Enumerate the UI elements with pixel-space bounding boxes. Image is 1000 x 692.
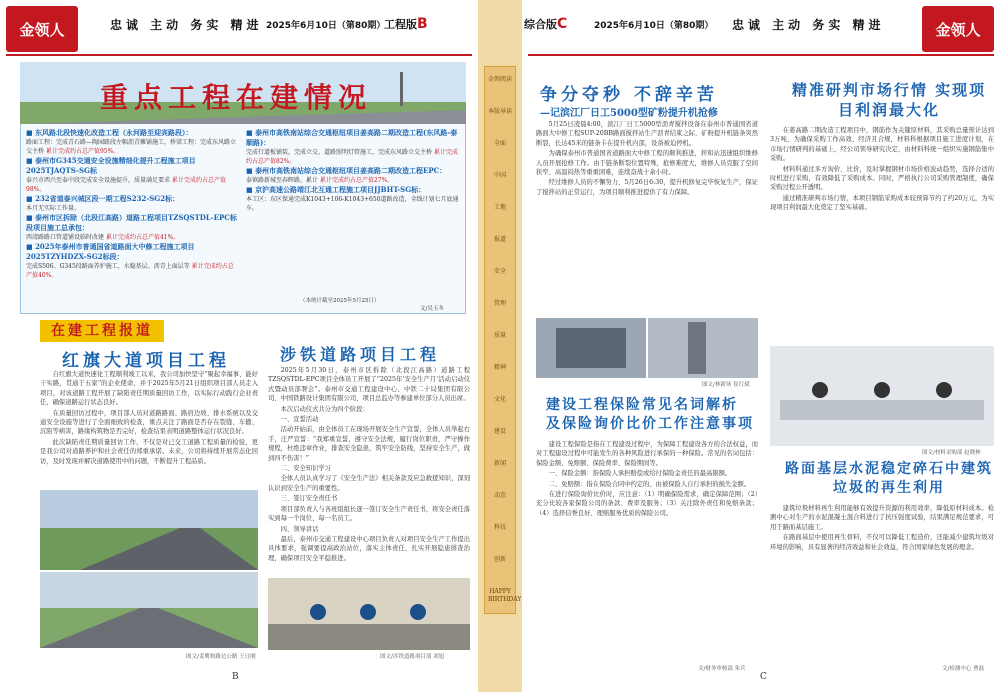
middle-strip-item: 精神 [493, 364, 506, 371]
r-article1-photo-1 [536, 318, 646, 378]
feature-item: ■ 东风路北段快速化改造工程（永河路至迎宾路段）： 路面工程：完成青石路—陶园路段左幅沥青摊铺施工，桥梁工程：完成东风路立交主桥 累计完成约占总产值95%。 [26, 128, 237, 155]
middle-strip-item: 动态 [493, 492, 506, 499]
feature-item: ■ 泰州市区拆除（北段江高路）道路工程项目TZSQSTDL-EPC标段项目施工总承包： 西湾路路口管道铺设临时改建 累计完成约占总产值41%。 [26, 213, 237, 241]
middle-strip-item: 科技 [493, 524, 506, 531]
article1-photo-top [40, 490, 258, 570]
article1-title: 红旗大道项目工程 [62, 351, 230, 371]
middle-strip-item: 金领阅读 [488, 76, 513, 83]
workers-photo [268, 578, 470, 650]
middle-strip-item: 本版导读 [488, 108, 513, 115]
page-number: B [232, 672, 239, 682]
r-article2-caption: 图文/材料采购部 赵晓林 [922, 450, 981, 456]
r-article4-title: 路面基层水泥稳定碎石中建筑垃圾的再生利用 [785, 461, 993, 496]
r-article3-title: 建设工程保险常见名词解析 及保险询价比价工作注意事项 [546, 397, 754, 432]
meeting-photo [770, 346, 994, 446]
equipment-photo [536, 318, 646, 378]
brand-logo: 金领人 [922, 6, 994, 52]
middle-strip-item: HAPPY BIRTHDAY [488, 588, 522, 603]
article2-photo [268, 578, 470, 650]
feature-list-right [246, 128, 460, 294]
article2-caption: 图文/涉铁道路项目部 刘旭 [380, 654, 445, 660]
r-article3-signature: 文/财务审核部 朱兵 [698, 666, 746, 672]
r-article1-caption: 图文/林新场 崔红斌 [702, 382, 750, 388]
highway-photo [40, 490, 258, 570]
article2-title: 涉铁道路项目工程 [280, 345, 441, 364]
right-header [522, 0, 1000, 58]
r-article2-body: 在姜高路二期改造工程项目中，钢筋作为关键原材料，其采购总量预计达到3万吨，为确保采购工作高效、经济且合规，材料科根据项目施工进度计划，在市场行情研判的基础上，经公司领导研究决定，由材料科统一组织实施钢筋集中采购。 材料科通过多方询价、比价，及时掌握钢材市场价格波动趋势，选择合适的时机进行采购，有效降低了采购成本。同时，严格执行公司采购管理制度，确保采购过程公开透明。 通过精准研判市场行情，本项目钢筋采购成本较预算节约了约20万元，为实现项目利润最大化奠定了坚实基础。 [770, 127, 994, 212]
middle-strip-item: 全面 [493, 140, 506, 147]
middle-strip-item: 安全 [493, 268, 506, 275]
r-article3-body: 建设工程保险是指在工程建设过程中，为保障工程建设各方的合法权益，而对工程建设过程中可能发生的各种风险进行承保的一种保险。常见的名词包括：保险金额、免赔额、保险费率、保险期间等。 一、保险金额：指保险人承担赔偿或给付保险金责任的最高限额。 二、免赔额：指在保险合同中约定的、由被保险人自行承担的损失金额。 在进行保险询价比价时，应注意：（1）明确保险需求，确定保障范围；（2）充分比较各家保险公司的条款、费率及服务；（3）关注除外责任和免赔条款；（4）选择信誉良好、理赔服务优质的保险公司。 [536, 441, 758, 517]
brand-logo: 金领人 [6, 6, 78, 52]
feature-list-left [26, 128, 238, 308]
r-article4-body: 建筑垃圾材料再生利用能够有效提升资源的利用效率，降低原材料成本。检测中心对生产的水泥混凝土混合料进行了抗压强度试验，结果满足规范要求，可用于路面基层施工。 在路面基层中使用再生骨料，不仅可以降低工程造价，还能减少建筑垃圾对环境的影响，具有显著的经济效益和社会效益，符合国家绿色发展的理念。 [770, 505, 994, 551]
feature-item: ■ 泰州市高铁南站综合交通枢纽项目姜高路二期改造工程EPC： 泰镇路新城至春晖路，累计 累计完成约占总产值27%。 [246, 166, 447, 184]
edition-name: 综合版C [524, 16, 568, 32]
middle-strip-item: 中国 [493, 172, 506, 179]
header-rule [528, 54, 994, 56]
article1-body: 自红旗大道快速化工程顺利竣工以来，我公司加快坚守“聚起幸福事、能好干实路，贯通于五家”的企业使命，并于2025年5月21日组织项目部人员走入项目，对该道路工程开展了缺陷责任期质量回访工作，以实际行动践行企业责任，确保道路运行状态良好。 在质量回访过程中，项目部人员对道路路面、路肩边坡、排水系统以及交通安全设施等进行了全面细致的检查，重点关注了路面是否存在裂缝、车辙、沉陷等病害，路缘构筑物是否完好，检查结果表明道路整体运行状况良好。 此次缺陷责任期质量回访工作，不仅是对已交工道路工程质量的检验，更是我公司对道路养护和社会责任的郑重承诺。未来，公司将持续开展常态化回访，及时发现并解决道路使用中的问题，不断提升工程品质。 [40, 371, 258, 465]
page-number: C [760, 672, 767, 682]
r-article1-subtitle: —记滨江厂日工5000型矿粉提升机抢修 [540, 108, 718, 119]
middle-strip-item: 文化 [493, 396, 506, 403]
r-article4-signature: 文/检测中心 曹磊 [942, 666, 985, 672]
middle-strip-item: 报道 [493, 236, 506, 243]
issue-date: 2025年6月10日（第80期） [594, 21, 714, 31]
feature-footnote: （本统计截至2025年5月25日） [300, 298, 380, 304]
middle-strip-item: 建设 [493, 428, 506, 435]
r-article2-photo [770, 346, 994, 446]
header-rule [6, 54, 472, 56]
r-article1-photo-2 [648, 318, 758, 378]
right-page [522, 0, 1000, 692]
middle-strip-item: 创新 [493, 556, 506, 563]
middle-strip-item: 工地 [493, 204, 506, 211]
feature-item: ■ 2025年泰州市普通国省道路面大中修工程施工项目2025TZYHDZX-SG2标段： 完成S506、G345段路面养护施工，水稳基层、沥青上面层等 累计完成约占总产值40%。 [26, 242, 234, 279]
plant-photo [648, 318, 758, 378]
road-photo [40, 572, 258, 648]
middle-strip-item: 管理 [493, 300, 506, 307]
feature-item: ■ 泰州市G345交通安全设施精细化提升工程施工项目2025TJAQTS-SG标 泰兴市西兴至泰中段完成安全设施提升，质量满足要求 累计完成约占总产值98%。 [26, 156, 226, 193]
feature-item: ■ 泰州市高铁南站综合交通枢纽项目姜高路二期改造工程(东风路-泰顺路)： 完成行道板铺装，完成立交、道路照明灯管施工，完成东风路立交主桥 累计完成约占总产值82%。 [246, 128, 458, 165]
middle-strip-item: 新闻 [493, 460, 506, 467]
article1-photo-bottom [40, 572, 258, 648]
article1-caption: 图文/姜鹰和路边公路 王日刚 [186, 654, 256, 660]
feature-title: 重点工程在建情况 [100, 81, 373, 114]
edition-name: 工程版B [384, 16, 428, 32]
motto: 忠诚 主动 务实 精进 [732, 18, 885, 32]
middle-strip-item: 质量 [493, 332, 506, 339]
r-article1-body: 5月25日凌晨4:00，滨江厂日工5000型沥青搅拌设备在泰州市普通国省道路面大中修工程SUP-20BB路面搅拌站生产沥青结束之际，矿粉提升机链条突然断裂，长达45米的链条卡在提升机内部，设备被迫停机。 为确保泰州市普通国省道路面大中修工程的顺利推进，拌和站迅速组织维修人员开展抢修工作。由于链条断裂位置特殊，抢修难度大，维修人员克服了空间狭窄、高温闷热等重重困难，连续奋战十余小时。 经过维修人员的不懈努力，5月26日6:30，提升机修复完毕恢复生产，保证了搅拌站的正常运行，为项目顺利推进提供了有力保障。 [536, 121, 758, 196]
feature-item: ■ 京沪高速公路靖江北互通工程施工项目JJBHT-SG标： 本工区：东区保通完成K1043+106-K1043+650道路改造，全线计划七月底通车。 [246, 185, 459, 212]
r-article2-title: 精准研判市场行情 实现项目利润最大化 [791, 81, 987, 119]
issue-date: 2025年6月10日（第80期） [266, 21, 386, 31]
feature-item-note: 累计完成约占总产值95%。 [45, 148, 120, 155]
feature-item: ■ 232省道泰兴城区段一期工程S232-SG2标： 本月无实际工作量。 [26, 194, 180, 212]
feature-item-detail: 路面工程：完成青石路—陶园路段左幅沥青摊铺施工，桥梁工程：完成东风路立交主桥 [26, 139, 237, 155]
r-article1-title: 争分夺秒 不辞辛苦 [540, 85, 718, 105]
motto: 忠诚 主动 务实 精进 [110, 18, 263, 32]
section-banner: 在建工程报道 [40, 320, 164, 342]
left-page [0, 0, 478, 692]
article2-body: 2025年5月30日，泰州市区拆除（北段江高路）道路工程TZSQSTDL-EPC项目全体员工开展了“2025年‘安全生产月’活动启动仪式暨动员部署会”。泰州市交通工程建设中心、中铁二十局集团有限公司、中国铁路设计集团有限公司、项目总监办等参建单位部分人员出席。 本次启动仪式共分为四个阶段： 一、宣誓活动 活动开始前，由全体员工在现场开展安全生产宣誓，全体人员举起右手，庄严宣誓：“我郑重宣誓，遵守安全法规，履行岗位职责，严守操作规程，杜绝违章作业，排查安全隐患，筑牢安全防线，坚持安全生产，做到四不伤害！” 二、安全知识学习 全体人员认真学习了《安全生产法》相关条款及应急救援知识，深刻认识到安全生产的重要性。 三、签订安全责任书 项目部负责人与各班组组长逐一签订安全生产责任书，将安全责任落实到每一个岗位、每一名员工。 四、领导讲话 最后，泰州市交通工程建设中心项目负责人对项目安全生产工作提出具体要求，强调要提高政治站位，落实主体责任，扎实开展隐患排查治理，确保项目安全平稳推进。 [268, 367, 470, 562]
feature-signature: 文/吴玉冬 [420, 306, 444, 312]
left-header [0, 0, 478, 58]
